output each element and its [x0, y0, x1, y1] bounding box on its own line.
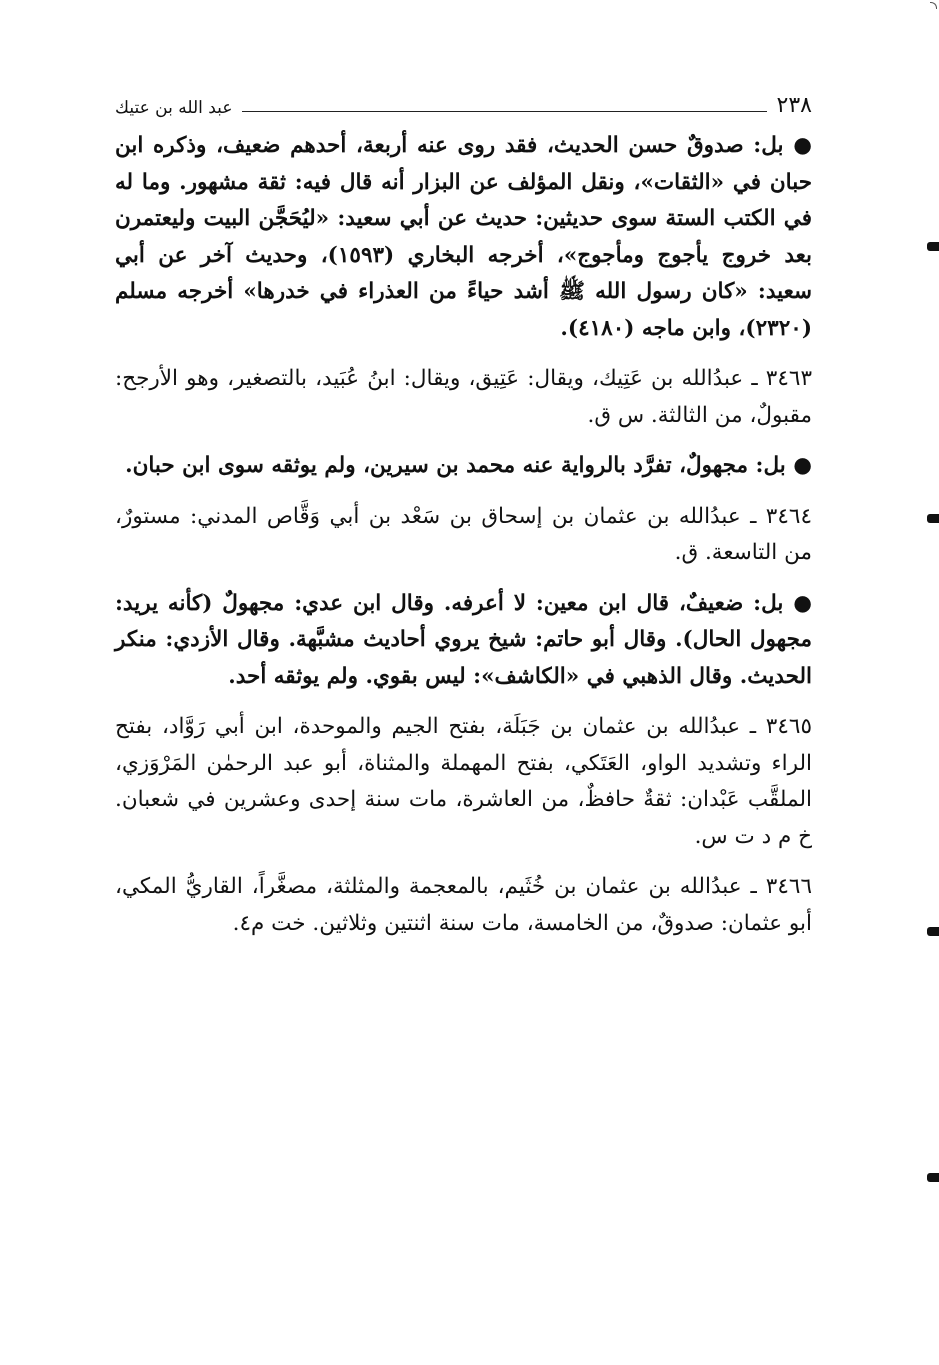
- comment-paragraph: ● بل: صدوقٌ حسن الحديث، فقد روى عنه أربعة، أحدهم ضعيف، وذكره ابن حبان في «الثقات»، ونقل المؤلف عن البزار أنه قال فيه: ثقة مشهور. وما له في الكتب الستة سوى حديثين: حديث عن أبي سعيد: «ليُحَجَّن البيت وليعتمرن بعد خروج يأجوج ومأجوج»، أخرجه البخاري (١٥٩٣)، وحديث آخر عن أبي سعيد: «كان رسول الله ﷺ أشد حياءً من العذراء في خدرها» أخرجه مسلم (٢٣٢٠)، وابن ماجه (٤١٨٠).: [115, 133, 812, 341]
- paragraph-gap: [115, 695, 812, 709]
- paragraph-gap: [115, 347, 812, 361]
- entry-paragraph: ٣٤٦٤ ـ عبدُالله بن عثمان بن إسحاق بن سَعْد بن أبي وَقَّاص المدني: مستورٌ، من التاسعة. ق.: [115, 503, 812, 565]
- paragraph-gap: [115, 572, 812, 586]
- entry-paragraph: ٣٤٦٦ ـ عبدُالله بن عثمان بن خُثَيم، بالمعجمة والمثلثة، مصغَّراً، القاريُّ المكي، أبو عثمان: صدوقٌ، من الخامسة، مات سنة اثنتين وثلاثين. خت م٤.: [115, 874, 812, 936]
- page-number: ٢٣٨: [776, 93, 812, 118]
- edge-scan-mark: [927, 927, 939, 936]
- edge-scan-mark: [927, 1173, 939, 1182]
- comment-paragraph: ● بل: مجهولٌ، تفرَّد بالرواية عنه محمد بن سيرين، ولم يوثقه سوى ابن حبان.: [125, 453, 812, 478]
- edge-scan-mark: [927, 242, 939, 251]
- paragraph-gap: [115, 855, 812, 869]
- entry-paragraph: ٣٤٦٣ ـ عبدُالله بن عَتِيك، ويقال: عَتِيق، ويقال: ابنُ عُبَيد، بالتصغير، وهو الأرجح: مقبولٌ، من الثالثة. س ق.: [115, 366, 812, 428]
- running-header: [115, 88, 812, 118]
- header-rule: [242, 111, 766, 112]
- edge-scan-mark: [927, 514, 939, 523]
- running-title: عبد الله بن عتيك: [115, 98, 233, 118]
- book-page: [115, 88, 812, 942]
- corner-scan-mark: [930, 2, 937, 9]
- paragraph-gap: [115, 434, 812, 448]
- comment-paragraph: ● بل: ضعيفٌ، قال ابن معين: لا أعرفه. وقال ابن عدي: مجهولٌ (كأنه يريد: مجهول الحال). وقال أبو حاتم: شيخ يروي أحاديث مشبَّهة. وقال الأزدي: منكر الحديث. وقال الذهبي في «الكاشف»: ليس بقوي. ولم يوثقه أحد.: [115, 590, 812, 689]
- paragraph-gap: [115, 485, 812, 499]
- entry-paragraph: ٣٤٦٥ ـ عبدُالله بن عثمان بن جَبَلَة، بفتح الجيم والموحدة، ابن أبي رَوَّاد، بفتح الراء وتشديد الواو، العَتَكي، بفتح المهملة والمثناة، أبو عبد الرحمٰن المَرْوَزي، الملقَّب عَبْدان: ثقةٌ حافظٌ، من العاشرة، مات سنة إحدى وعشرين في شعبان. خ م د ت س.: [115, 714, 812, 849]
